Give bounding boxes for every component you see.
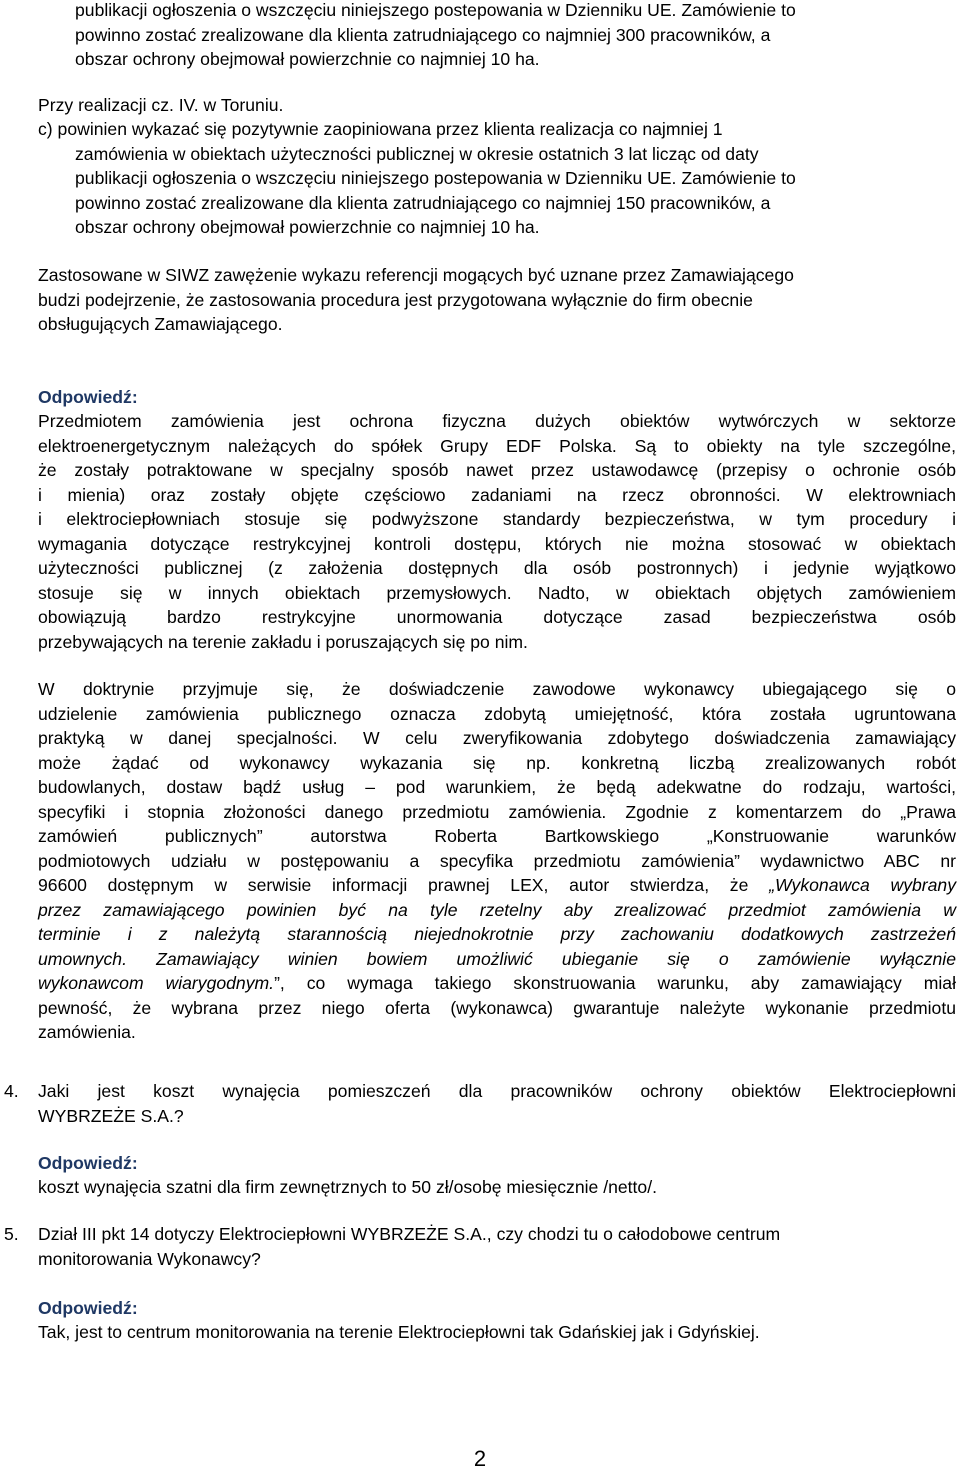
text-line: budowlanych, dostaw bądź usług – pod warunkiem, że będą adekwatne do rodzaju, wartości, <box>38 777 956 797</box>
text-line: zamówienia w obiektach użyteczności publicznej w okresie ostatnich 3 lat licząc od daty <box>75 143 759 164</box>
text-line: praktyką w danej specjalności. W celu zweryfikowania zdobytego doświadczenia zamawiający <box>38 728 956 748</box>
siwz-paragraph <box>38 263 956 337</box>
text-line: specyfiki i stopnia złożoności danego przedmiotu zamówienia. Zgodnie z komentarzem do „Prawa <box>38 801 956 822</box>
answer-5: Tak, jest to centrum monitorowania na terenie Elektrociepłowni tak Gdańskiej jak i Gdyńskiej. <box>38 1322 760 1342</box>
text-line: c) powinien wykazać się pozytywnie zaopiniowana przez klienta realizacja co najmniej 1 <box>38 119 723 139</box>
text-line: i mienia) oraz zostały objęte częściowo zadaniami na rzecz obronności. W elektrowniach <box>38 484 956 505</box>
torun-heading: Przy realizacji cz. IV. w Toruniu. <box>38 95 284 115</box>
text-line: że zostały potraktowane w specjalny sposób nawet przez ustawodawcę (przepisy o ochronie osób <box>38 460 956 480</box>
text-line <box>38 971 956 996</box>
text-line: Jaki jest koszt wynajęcia pomieszczeń dla pracowników ochrony obiektów Elektrociepłowni <box>38 1081 956 1101</box>
page-number: 2 <box>473 1446 487 1471</box>
text-segment: 96600 dostępnym w serwisie informacji prawnej LEX, autor stwierdza, że <box>38 875 749 895</box>
text-line: pewność, że wybrana przez niego oferta (wykonawca) gwarantuje należyte wykonanie przedmiotu <box>38 997 956 1018</box>
text-line: podmiotowych udziału w postępowaniu a specyfika przedmiotu zamówienia” wydawnictwo ABC nr <box>38 850 956 871</box>
answer-heading: Odpowiedź: <box>38 1298 138 1318</box>
text-line: udzielenie zamówienia publicznego oznacza zdobytą umiejętność, która została ugruntowana <box>38 703 956 724</box>
answer-4: koszt wynajęcia szatni dla firm zewnętrznych to 50 zł/osobę miesięcznie /netto/. <box>38 1177 657 1197</box>
text-line <box>38 873 956 898</box>
question-number: 4. <box>4 1081 19 1101</box>
text-line: zamówień publicznych” autorstwa Roberta Bartkowskiego „Konstruowanie warunków <box>38 826 956 846</box>
text-line: powinno zostać zrealizowane dla klienta zatrudniającego co najmniej 150 pracowników, a <box>75 192 771 213</box>
text-line: i elektrociepłowniach stosuje się podwyższone standardy bezpieczeństwa, w tym procedury i <box>38 509 956 529</box>
text-line: wymagania dotyczące restrykcyjnej kontroli dostępu, których nie można stosować w obiektach <box>38 533 956 554</box>
text-line: WYBRZEŻE S.A.? <box>38 1105 184 1126</box>
question-4 <box>38 1079 956 1128</box>
text-line: Dział III pkt 14 dotyczy Elektrociepłowni WYBRZEŻE S.A., czy chodzi tu o całodobowe centrum <box>38 1224 781 1244</box>
doctrine-paragraph <box>38 677 956 1045</box>
italic-line: umownych. Zamawiający winien bowiem umożliwić ubieganie się o zamówienie wyłącznie <box>38 948 956 969</box>
text-line: obszar ochrony obejmował powierzchnie co najmniej 10 ha. <box>75 49 540 69</box>
text-line: publikacji ogłoszenia o wszczęciu niniejszego postepowania w Dzienniku UE. Zamówienie to <box>75 0 796 20</box>
text-line: zamówienia. <box>38 1022 136 1042</box>
italic-tail: wykonawcom wiarygodnym. <box>38 973 275 993</box>
text-line: W doktrynie przyjmuje się, że doświadczenie zawodowe wykonawcy ubiegającego się o <box>38 679 956 699</box>
top-block <box>75 0 940 72</box>
item-c <box>38 117 938 240</box>
text-line: może żądać od wykonawcy wykazania się np. konkretną liczbą zrealizowanych robót <box>38 752 956 773</box>
answer-1 <box>38 409 956 654</box>
text-line: elektroenergetycznym należących do spółek Grupy EDF Polska. Są to obiekty na tyle szczególne, <box>38 435 956 456</box>
text-line: Przedmiotem zamówienia jest ochrona fizyczna dużych obiektów wytwórczych w sektorze <box>38 411 956 431</box>
text-line: powinno zostać zrealizowane dla klienta zatrudniającego co najmniej 300 pracowników, a <box>75 24 771 45</box>
answer-heading: Odpowiedź: <box>38 387 138 407</box>
text-line: Zastosowane w SIWZ zawężenie wykazu referencji mogących być uznane przez Zamawiającego <box>38 265 794 285</box>
text-line: przebywających na terenie zakładu i poruszających się po nim. <box>38 631 528 652</box>
text-line: publikacji ogłoszenia o wszczęciu niniejszego postepowania w Dzienniku UE. Zamówienie to <box>75 168 796 188</box>
text-line: użyteczności publicznej (z założenia dostępnych dla osób postronnych) i jedynie wyjątkowo <box>38 558 956 578</box>
question-number: 5. <box>4 1224 19 1244</box>
text-segment: ”, co wymaga takiego skonstruowania warunku, aby zamawiający miał <box>274 973 956 993</box>
italic-line: przez zamawiającego powinien być na tyle rzetelny aby zrealizować przedmiot zamówienia w <box>38 899 956 920</box>
answer-heading: Odpowiedź: <box>38 1153 138 1173</box>
text-line: obsługujących Zamawiającego. <box>38 314 283 334</box>
text-line: obszar ochrony obejmował powierzchnie co najmniej 10 ha. <box>75 217 540 237</box>
text-line: monitorowania Wykonawcy? <box>38 1248 261 1269</box>
text-line: stosuje się w innych obiektach przemysłowych. Nadto, w obiektach objętych zamówieniem <box>38 582 956 603</box>
italic-line: terminie i z należytą starannością niejednokrotnie przy zachowaniu dodatkowych zastrzeżeń <box>38 924 956 944</box>
question-5 <box>38 1222 956 1271</box>
text-line: obowiązują bardzo restrykcyjne unormowania dotyczące zasad bezpieczeństwa osób <box>38 607 956 627</box>
text-line: budzi podejrzenie, że zastosowania procedura jest przygotowana wyłącznie do firm obecnie <box>38 289 753 310</box>
quote-start: „Wykonawca wybrany <box>769 875 956 895</box>
